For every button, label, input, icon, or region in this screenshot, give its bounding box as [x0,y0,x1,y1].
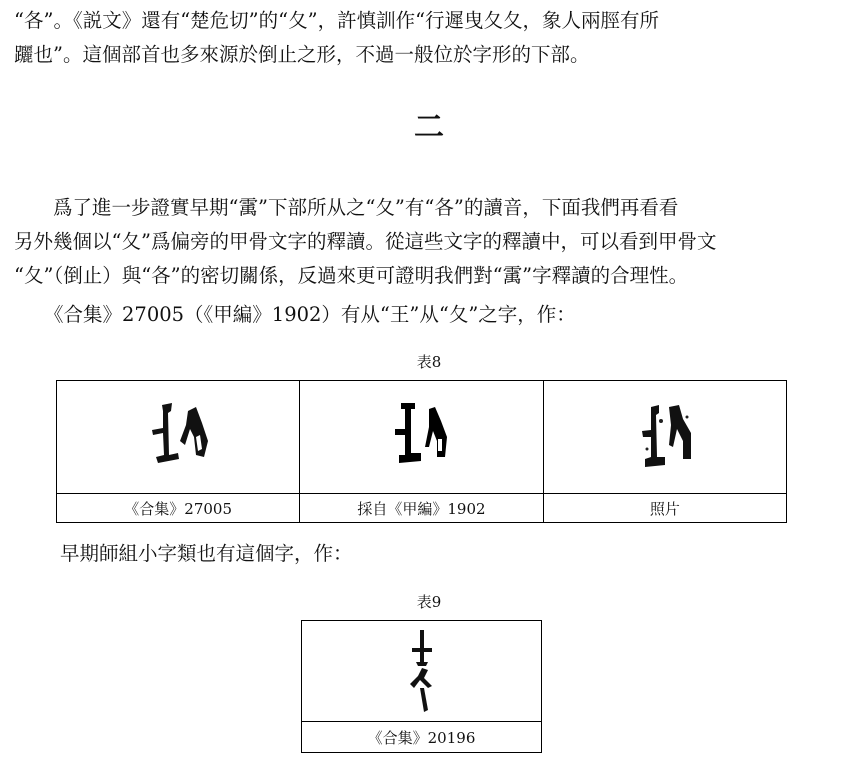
table-8-image-cell [543,381,786,494]
table-9-label: 《合集》20196 [302,722,542,753]
oracle-glyph-rubbing-icon [402,626,442,716]
paragraph-2-line-3: “夂”（倒止）與“各”的密切關係，反過來更可證明我們對“䨞”字釋讀的合理性。 [14,264,689,287]
paragraph-1-line-2: 躧也”。這個部首也多來源於倒止之形，不過一般位於字形的下部。 [14,43,590,66]
paragraph-1 [14,4,844,72]
table-8-caption: 表8 [416,353,442,371]
paragraph-3: 《合集》27005（《甲編》1902）有从“王”从“夂”之字，作： [44,303,576,326]
paragraph-2-line-2: 另外幾個以“夂”爲偏旁的甲骨文字的釋讀。從這些文字的釋讀中，可以看到甲骨文 [14,230,717,253]
table-9-caption: 表9 [416,593,442,611]
section-heading: 二 [414,110,444,145]
oracle-glyph-copy-icon [381,397,461,477]
paragraph-4: 早期師組小字類也有這個字，作： [60,542,353,565]
paragraph-2-line-1: 爲了進一步證實早期“䨞”下部所从之“夂”有“各”的讀音，下面我們再看看 [14,196,679,219]
table-8-label: 照片 [543,494,786,523]
table-8-label: 《合集》27005 [57,494,300,523]
oracle-glyph-rubbing-icon [138,397,218,477]
table-8-label: 採自《甲編》1902 [300,494,543,523]
table-9 [301,620,542,753]
paragraph-2 [14,191,844,293]
table-8-image-cell [57,381,300,494]
oracle-glyph-photo-icon [625,397,705,477]
paragraph-1-line-1: “各”。《説文》還有“楚危切”的“夂”，許慎訓作“行遲曳夂夂，象人兩脛有所 [14,9,660,32]
table-8 [56,380,787,523]
table-9-image-cell [302,621,542,722]
table-8-image-cell [300,381,543,494]
